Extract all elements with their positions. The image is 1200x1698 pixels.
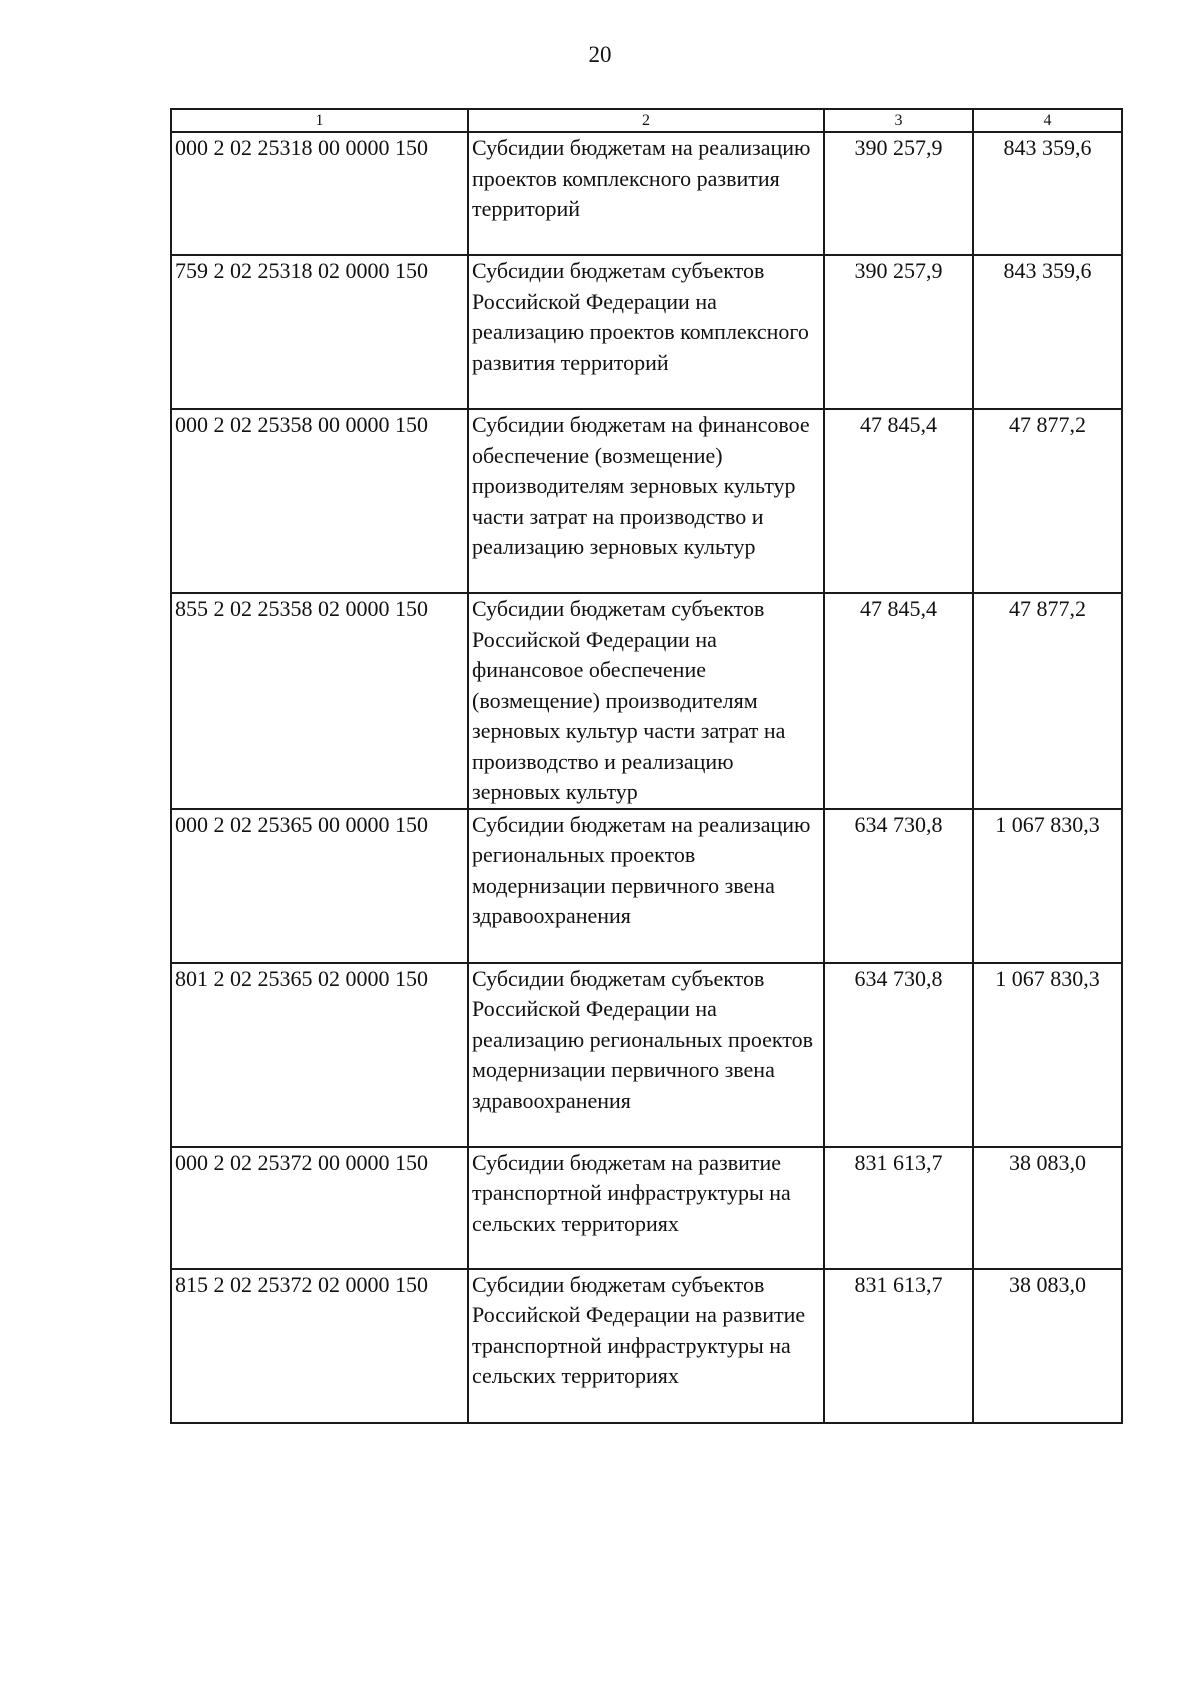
- table-row: [171, 963, 1122, 1147]
- value-col4-cell: 1 067 830,3: [973, 963, 1122, 1147]
- description-cell: Субсидии бюджетам на реализацию региональных проектов модернизации первичного звена здравоохранения: [468, 809, 824, 963]
- value-col4-cell: 47 877,2: [973, 593, 1122, 809]
- code-cell: 815 2 02 25372 02 0000 150: [171, 1269, 468, 1423]
- value-col4-cell: 843 359,6: [973, 255, 1122, 409]
- description-cell: Субсидии бюджетам субъектов Российской Федерации на реализацию проектов комплексного развития территорий: [468, 255, 824, 409]
- description-cell: Субсидии бюджетам на финансовое обеспечение (возмещение) производителям зерновых культур части затрат на производство и реализацию зерновых культур: [468, 409, 824, 593]
- value-col4-cell: 843 359,6: [973, 132, 1122, 255]
- value-col3-cell: 390 257,9: [824, 255, 973, 409]
- table-row: [171, 255, 1122, 409]
- value-col3-cell: 47 845,4: [824, 593, 973, 809]
- table-row: [171, 593, 1122, 809]
- description-cell: Субсидии бюджетам субъектов Российской Федерации на финансовое обеспечение (возмещение) производителям зерновых культур части затрат на производство и реализацию зерновых культур: [468, 593, 824, 809]
- description-cell: Субсидии бюджетам на реализацию проектов комплексного развития территорий: [468, 132, 824, 255]
- table-row: [171, 1147, 1122, 1269]
- description-cell: Субсидии бюджетам субъектов Российской Федерации на развитие транспортной инфраструктуры на сельских территориях: [468, 1269, 824, 1423]
- value-col3-cell: 831 613,7: [824, 1147, 973, 1269]
- column-header-4: 4: [973, 109, 1122, 132]
- code-cell: 000 2 02 25358 00 0000 150: [171, 409, 468, 593]
- budget-table: [170, 108, 1123, 1424]
- table-row: [171, 1269, 1122, 1423]
- code-cell: 801 2 02 25365 02 0000 150: [171, 963, 468, 1147]
- table-row: [171, 809, 1122, 963]
- value-col4-cell: 47 877,2: [973, 409, 1122, 593]
- description-cell: Субсидии бюджетам субъектов Российской Федерации на реализацию региональных проектов модернизации первичного звена здравоохранения: [468, 963, 824, 1147]
- column-header-2: 2: [468, 109, 824, 132]
- column-header-3: 3: [824, 109, 973, 132]
- page-number: 20: [588, 42, 612, 67]
- value-col3-cell: 47 845,4: [824, 409, 973, 593]
- code-cell: 759 2 02 25318 02 0000 150: [171, 255, 468, 409]
- table-row: [171, 132, 1122, 255]
- code-cell: 000 2 02 25365 00 0000 150: [171, 809, 468, 963]
- column-header-1: 1: [171, 109, 468, 132]
- value-col3-cell: 831 613,7: [824, 1269, 973, 1423]
- code-cell: 000 2 02 25372 00 0000 150: [171, 1147, 468, 1269]
- code-cell: 000 2 02 25318 00 0000 150: [171, 132, 468, 255]
- table-row: [171, 409, 1122, 593]
- description-cell: Субсидии бюджетам на развитие транспортной инфраструктуры на сельских территориях: [468, 1147, 824, 1269]
- value-col4-cell: 38 083,0: [973, 1147, 1122, 1269]
- value-col3-cell: 634 730,8: [824, 809, 973, 963]
- value-col3-cell: 634 730,8: [824, 963, 973, 1147]
- value-col3-cell: 390 257,9: [824, 132, 973, 255]
- table-header-row: [171, 109, 1122, 132]
- code-cell: 855 2 02 25358 02 0000 150: [171, 593, 468, 809]
- value-col4-cell: 1 067 830,3: [973, 809, 1122, 963]
- value-col4-cell: 38 083,0: [973, 1269, 1122, 1423]
